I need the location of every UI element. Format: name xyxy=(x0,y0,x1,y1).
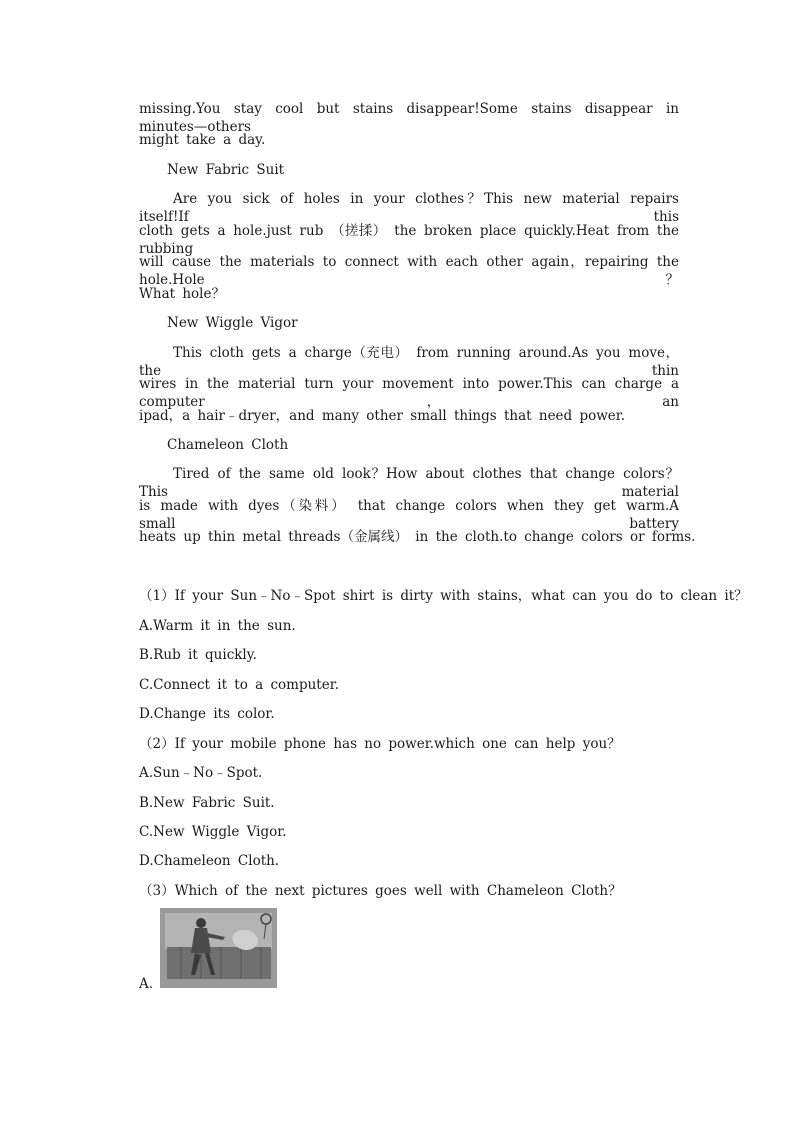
photo-illustration xyxy=(161,909,276,987)
passage-line: What hole？ xyxy=(139,286,225,302)
answer-option[interactable]: A.Sun﹣No﹣Spot. xyxy=(139,765,263,781)
question-stem: （1）If your Sun﹣No﹣Spot shirt is dirty with stains，what can you do to clean it？ xyxy=(139,588,748,604)
section-heading-fabric: New Fabric Suit xyxy=(167,162,285,178)
answer-option[interactable]: D.Chameleon Cloth. xyxy=(139,853,280,869)
answer-option[interactable]: A.Warm it in the sun. xyxy=(139,618,296,634)
passage-line: might take a day. xyxy=(139,132,266,148)
passage-line: is made with dyes（染料） that change colors when they get warm.A small battery xyxy=(139,498,679,532)
answer-option[interactable]: C.Connect it to a computer. xyxy=(139,677,339,693)
section-heading-wiggle: New Wiggle Vigor xyxy=(167,315,298,331)
passage-line: Tired of the same old look？How about clothes that change colors？This material xyxy=(139,466,679,500)
answer-option-a-label[interactable]: A. xyxy=(139,976,154,992)
question-stem: （2）If your mobile phone has no power.which one can help you？ xyxy=(139,736,621,752)
answer-option[interactable]: B.New Fabric Suit. xyxy=(139,795,275,811)
answer-option[interactable]: D.Change its color. xyxy=(139,706,275,722)
question-stem: （3）Which of the next pictures goes well with Chameleon Cloth？ xyxy=(139,883,622,899)
option-a-photo[interactable] xyxy=(160,908,277,988)
passage-line: cloth gets a hole.just rub （搓揉） the broken place quickly.Heat from the rubbing xyxy=(139,223,679,257)
passage-line: Are you sick of holes in your clothes？This new material repairs itself!If this xyxy=(139,191,679,225)
passage-line: ipad，a hair﹣dryer，and many other small things that need power. xyxy=(139,408,626,424)
section-heading-chameleon: Chameleon Cloth xyxy=(167,437,289,453)
passage-line: will cause the materials to connect with each other again，repairing the hole.Hole？ xyxy=(139,254,679,288)
passage-line: This cloth gets a charge（充电） from running around.As you move，the thin xyxy=(139,345,679,379)
passage-line: missing.You stay cool but stains disappear!Some stains disappear in minutes—others xyxy=(139,101,679,135)
passage-line: heats up thin metal threads（金属线） in the cloth.to change colors or forms. xyxy=(139,529,696,545)
passage-line: wires in the material turn your movement into power.This can charge a computer，an xyxy=(139,376,679,410)
answer-option[interactable]: C.New Wiggle Vigor. xyxy=(139,824,287,840)
answer-option[interactable]: B.Rub it quickly. xyxy=(139,647,257,663)
